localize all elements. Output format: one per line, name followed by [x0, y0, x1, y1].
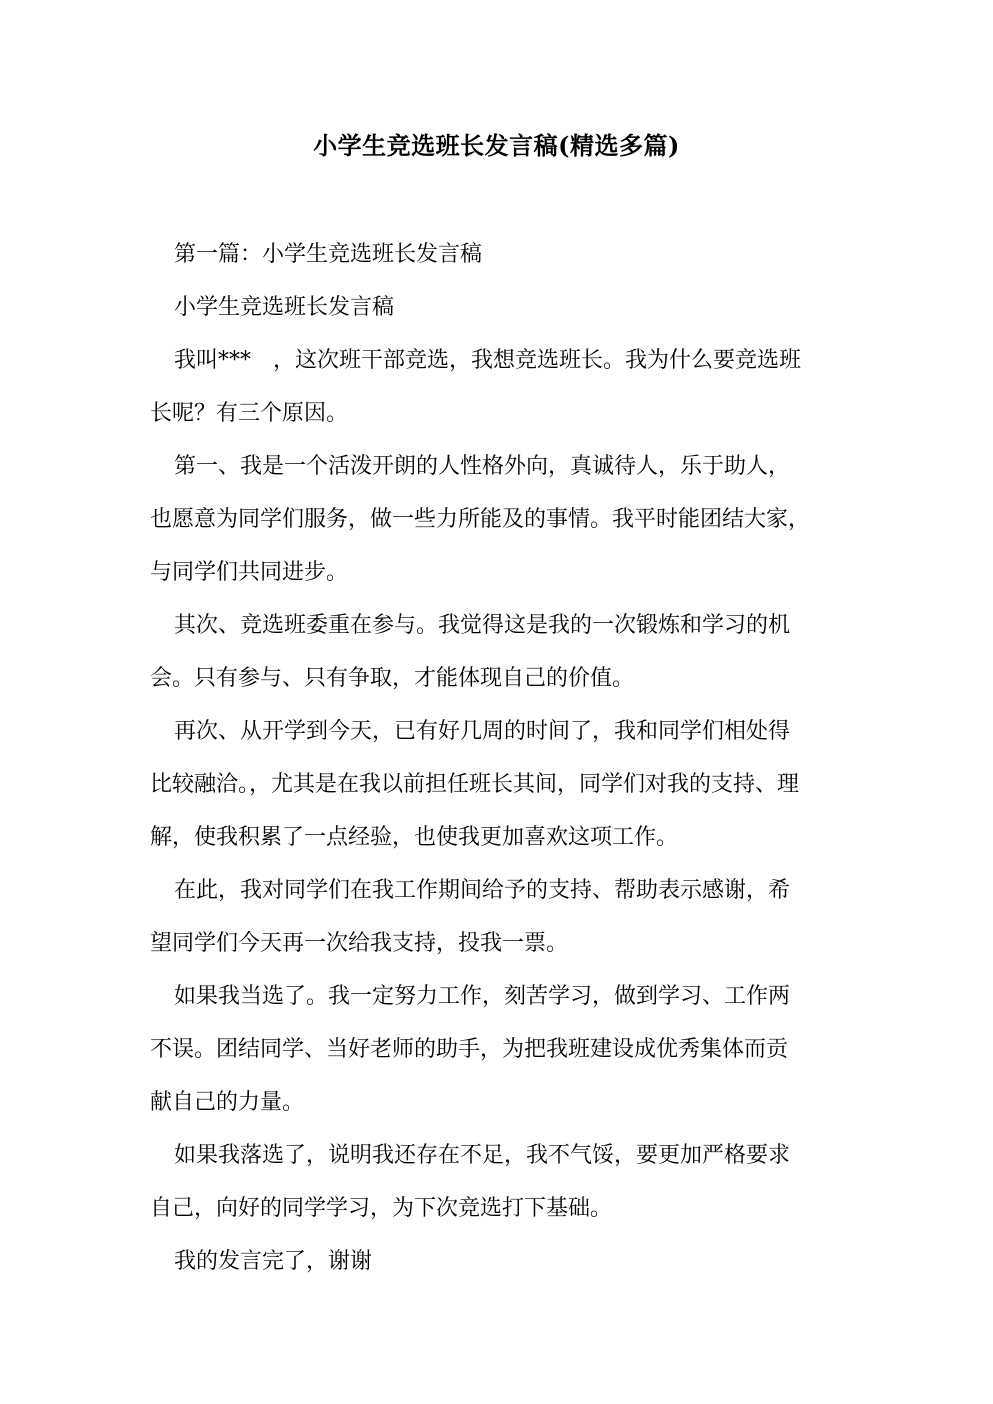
text-line: 在此，我对同学们在我工作期间给予的支持、帮助表示感谢，希 [174, 878, 791, 903]
paragraph [150, 705, 840, 864]
document-body [150, 228, 840, 1288]
text-line: 长呢？有三个原因。 [150, 401, 349, 426]
text-line: 小学生竞选班长发言稿 [174, 295, 395, 320]
text-line: 第一篇：小学生竞选班长发言稿 [174, 242, 483, 267]
paragraph [150, 864, 840, 970]
text-line: 会。只有参与、只有争取，才能体现自己的价值。 [150, 666, 635, 691]
text-line: 献自己的力量。 [150, 1090, 305, 1115]
paragraph [150, 440, 840, 599]
text-line: 望同学们今天再一次给我支持，投我一票。 [150, 931, 569, 956]
text-line: 如果我落选了，说明我还存在不足，我不气馁，要更加严格要求 [174, 1143, 791, 1168]
text-line: 我叫*** ，这次班干部竞选，我想竞选班长。我为什么要竞选班 [174, 348, 802, 373]
text-line: 也愿意为同学们服务，做一些力所能及的事情。我平时能团结大家， [150, 507, 811, 532]
text-line: 如果我当选了。我一定努力工作，刻苦学习，做到学习、工作两 [174, 984, 791, 1009]
paragraph [150, 334, 840, 440]
paragraph [150, 599, 840, 705]
paragraph [150, 970, 840, 1129]
text-line: 不误。团结同学、当好老师的助手，为把我班建设成优秀集体而贡 [150, 1037, 789, 1062]
text-line: 我的发言完了，谢谢 [174, 1249, 373, 1274]
text-line: 自己，向好的同学学习，为下次竞选打下基础。 [150, 1196, 613, 1221]
paragraph [150, 1235, 840, 1288]
paragraph [150, 1129, 840, 1235]
text-line: 再次、从开学到今天，已有好几周的时间了，我和同学们相处得 [174, 719, 791, 744]
text-line: 其次、竞选班委重在参与。我觉得这是我的一次锻炼和学习的机 [174, 613, 791, 638]
text-line: 比较融洽。，尤其是在我以前担任班长其间，同学们对我的支持、理 [150, 772, 800, 797]
text-line: 第一、我是一个活泼开朗的人性格外向，真诚待人，乐于助人， [174, 454, 791, 479]
paragraph [150, 228, 840, 281]
text-line: 解，使我积累了一点经验，也使我更加喜欢这项工作。 [150, 825, 679, 850]
text-line: 与同学们共同进步。 [150, 560, 349, 585]
document-title: 小学生竞选班长发言稿(精选多篇) [313, 131, 680, 160]
paragraph [150, 281, 840, 334]
